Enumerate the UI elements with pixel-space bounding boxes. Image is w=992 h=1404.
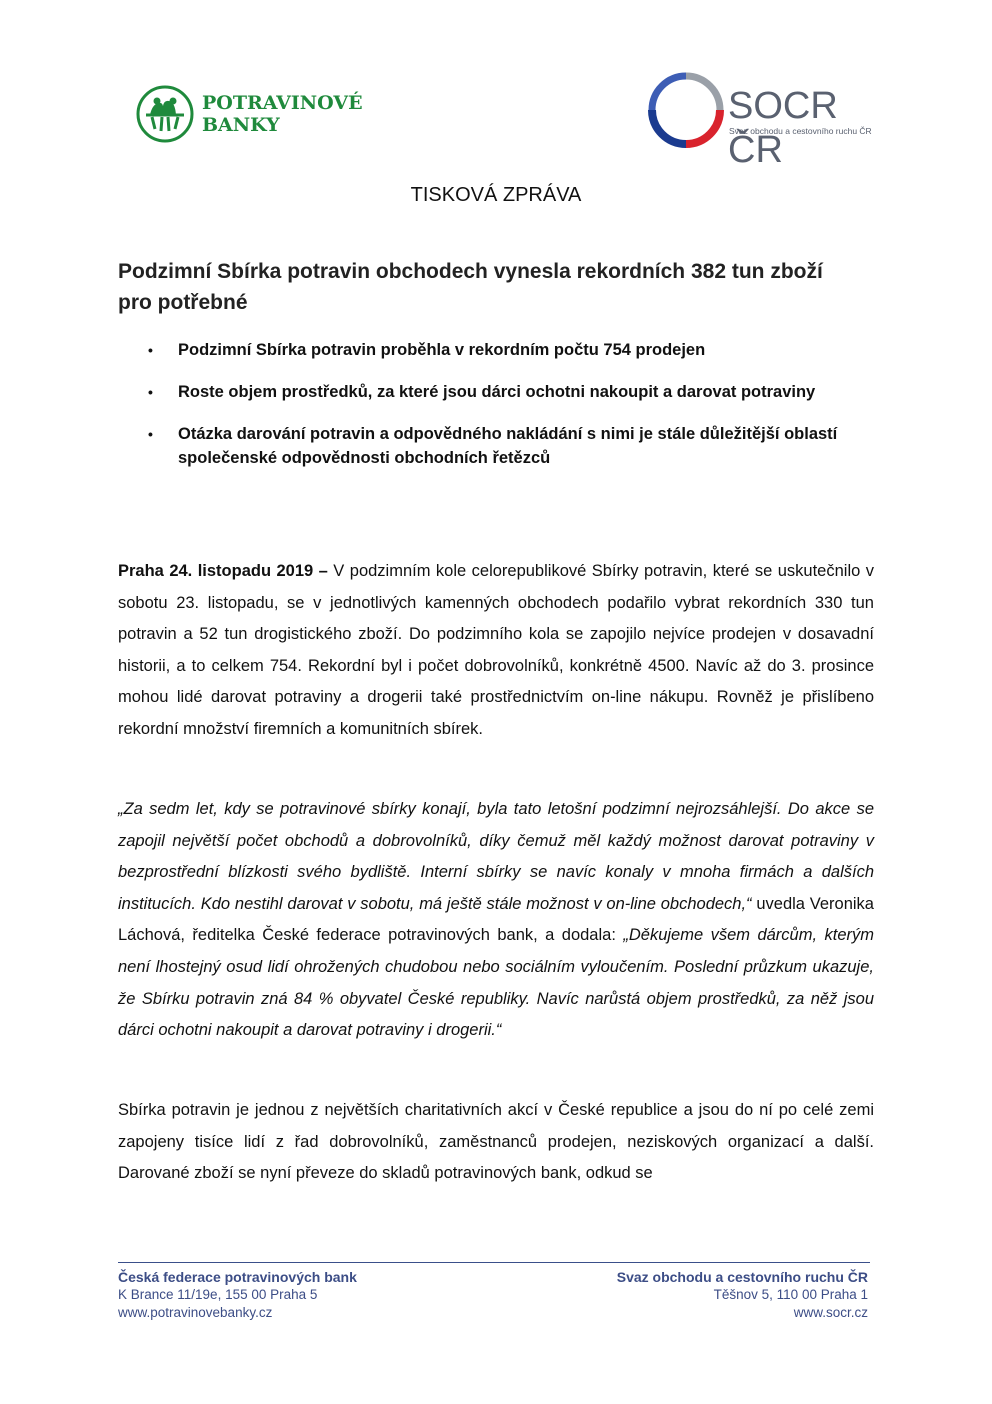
footer-right [617,1268,868,1322]
quote-second: „Děkujeme všem dárcům, kterým není lhostejný osud lidí ohrožených chudobou nebo sociálním vyloučením. Poslední průzkum ukazuje, že Sbírku potravin zná 84 % obyvatel České republiky. Navíc narůstá objem prostředků, za něž jsou dárci ochotni nakoupit a darovat potraviny i drogerii.“ [118,926,874,1040]
footer-left-web-link[interactable]: www.potravinovebanky.cz [118,1305,273,1320]
footer-left-address: K Brance 11/19e, 155 00 Praha 5 [118,1287,318,1302]
list-item [148,338,868,362]
footer-divider [118,1262,870,1263]
bullet-icon: • [148,426,153,442]
bullet-icon: • [148,384,153,400]
logo-wordmark [202,92,363,136]
bullet-list [148,338,868,488]
press-release-label: TISKOVÁ ZPRÁVA [410,184,582,206]
quote-attribution: uvedla Veronika Láchová, ředitelka České federace potravinových bank, a dodala: [118,894,874,945]
footer-left [118,1268,357,1322]
dateline: Praha 24. listopadu 2019 – [118,562,328,580]
headline: Podzimní Sbírka potravin obchodech vynesla rekordních 382 tun zboží pro potřebné [118,260,823,314]
potravinove-banky-logo [136,84,376,144]
socr-subtitle: Svaz obchodu a cestovního ruchu ČR [729,126,872,136]
socr-ring-icon [648,72,724,148]
paragraph-intro [118,556,874,746]
footer-right-web-link[interactable]: www.socr.cz [793,1305,868,1320]
intro-text: V podzimním kole celorepublikové Sbírky potravin, které se uskutečnilo v sobotu 23. listopadu, se v jednotlivých kamenných obchodech podařilo vybrat rekordních 330 tun potravin a 52 tun drogistického zboží. Do podzimního kola se zapojilo nejvíce prodejen v dosavadní historii, a to celkem 754. Rekordní byl i počet dobrovolníků, konkrétně 4500. Navíc až do 3. prosince mohou lidé darovat potraviny a drogerii také prostřednictvím on-line nákupu. Rovněž je přislíbeno rekordní množství firemních a komunitních sbírek. [118,562,874,738]
footer-right-org: Svaz obchodu a cestovního ruchu ČR [616,1269,868,1285]
socr-name: SOCR ČR [728,85,838,171]
socr-logo [648,72,878,171]
list-item [148,422,868,470]
quote-first: „Za sedm let, kdy se potravinové sbírky konají, byla tato letošní podzimní nejrozsáhlejší. Do akce se zapojil největší počet obchodů a dobrovolníků, díky čemuž měl každý možnost darovat potraviny v bezprostřední blízkosti svého bydliště. Interní sbírky se navíc konaly v mnoha firmách a dalších institucích. Kdo nestihl darovat v sobotu, má ještě stále možnost v on-line obchodech,“ [118,800,874,913]
paragraph-quote [118,794,874,1047]
bullet-text: Podzimní Sbírka potravin proběhla v rekordním počtu 754 prodejen [178,341,706,359]
logo-line-1: POTRAVINOVÉ [202,92,363,114]
bullet-icon: • [148,342,153,358]
bullet-text: Otázka darování potravin a odpovědného nakládání s nimi je stále důležitější oblastí společenské odpovědnosti obchodních řetězců [178,425,838,467]
footer-left-org: Česká federace potravinových bank [118,1269,357,1285]
bullet-text: Roste objem prostředků, za které jsou dárci ochotni nakoupit a darovat potraviny [178,383,816,401]
footer-right-address: Těšnov 5, 110 00 Praha 1 [713,1287,868,1302]
list-item [148,380,868,404]
paragraph-closing: Sbírka potravin je jednou z největších charitativních akcí v České republice a jsou do ní po celé zemi zapojeny tisíce lidí z řad dobrovolníků, zaměstnanců prodejen, neziskových organizací a další. Darované zboží se nyní převeze do skladů potravinových bank, odkud se [118,1101,874,1183]
food-bank-emblem-icon [136,85,194,143]
logo-line-2: BANKY [202,114,280,136]
